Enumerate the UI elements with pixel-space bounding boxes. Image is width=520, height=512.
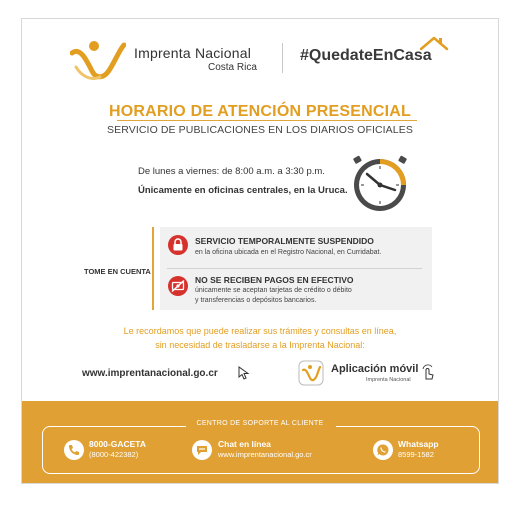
- notice-cash-title: NO SE RECIBEN PAGOS EN EFECTIVO: [195, 275, 354, 285]
- header: [22, 19, 498, 94]
- schedule-location: Únicamente en oficinas centrales, en la Uruca.: [138, 185, 348, 196]
- notice-label: TOME EN CUENTA: [84, 267, 151, 276]
- page-subtitle: SERVICIO DE PUBLICACIONES EN LOS DIARIOS OFICIALES: [107, 124, 413, 136]
- page-title: HORARIO DE ATENCIÓN PRESENCIAL: [108, 103, 411, 120]
- chat-title[interactable]: Chat en línea: [218, 439, 271, 449]
- phone-icon: [64, 440, 84, 460]
- brand-sub: Costa Rica: [208, 62, 257, 73]
- website-link[interactable]: www.imprentanacional.go.cr: [82, 368, 218, 379]
- chat-sub: www.imprentanacional.go.cr: [218, 450, 312, 459]
- reminder-line-2: sin necesidad de trasladarse a la Imprenta Nacional:: [155, 340, 365, 350]
- logo-mark: [70, 37, 126, 83]
- reminder-line-1: Le recordamos que puede realizar sus trámites y consultas en línea,: [123, 326, 397, 336]
- app-icon[interactable]: [298, 360, 324, 386]
- notice-suspended-text: en la oficina ubicada en el Registro Nacional, en Curridabat.: [195, 249, 382, 256]
- schedule-hours: De lunes a viernes: de 8:00 a.m. a 3:30 p.m.: [138, 166, 325, 177]
- clock-icon: [345, 155, 415, 213]
- app-label[interactable]: Aplicación móvil: [331, 363, 419, 375]
- chat-icon: [192, 440, 212, 460]
- touch-icon: [419, 363, 437, 381]
- no-cash-icon: [168, 276, 188, 296]
- whatsapp-title[interactable]: Whatsapp: [398, 439, 439, 449]
- footer: [22, 401, 498, 484]
- cursor-icon: [236, 365, 252, 381]
- header-divider: [282, 43, 283, 73]
- brand-name: Imprenta Nacional: [134, 45, 252, 61]
- whatsapp-icon: [373, 440, 393, 460]
- app-sub: Imprenta Nacional: [366, 377, 411, 383]
- info-card: [21, 18, 499, 484]
- title-rule: [117, 120, 417, 121]
- phone-title[interactable]: 8000-GACETA: [89, 439, 146, 449]
- notice-accent-line: [152, 227, 154, 310]
- notice-cash-text-2: y transferencias o depósitos bancarios.: [195, 297, 317, 304]
- hashtag: #QuedateEnCasa: [300, 47, 432, 64]
- phone-sub: (8000-422382): [89, 450, 139, 459]
- lock-icon: [168, 235, 188, 255]
- notice-separator: [167, 268, 422, 269]
- notice-cash-text: únicamente se aceptan tarjetas de crédito o débito: [195, 287, 352, 294]
- footer-title: CENTRO DE SOPORTE AL CLIENTE: [196, 420, 324, 427]
- notice-suspended-title: SERVICIO TEMPORALMENTE SUSPENDIDO: [195, 236, 374, 246]
- whatsapp-sub: 8599-1582: [398, 450, 434, 459]
